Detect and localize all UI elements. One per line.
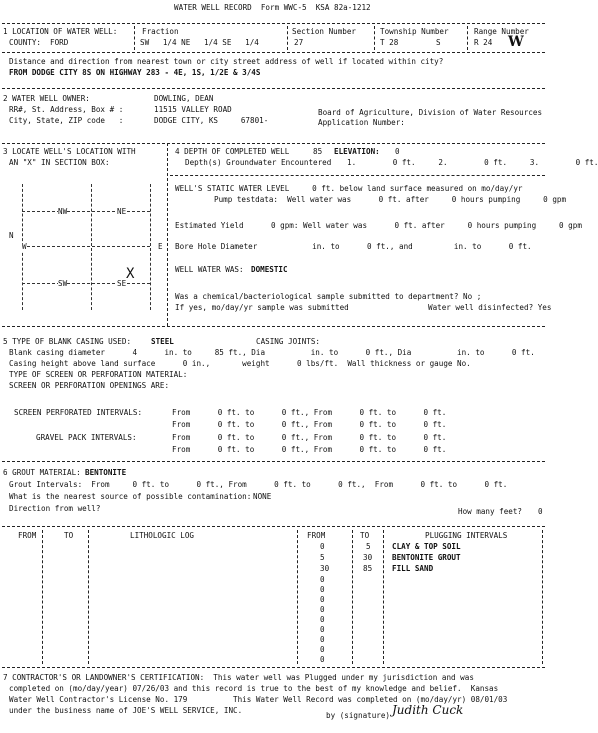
bore-hole-diameter: Bore Hole Diameter in. to 0 ft., and in. to 0 ft.	[175, 242, 532, 251]
screen-material-label: TYPE OF SCREEN OR PERFORATION MATERIAL:	[9, 370, 188, 379]
casing-type-label: 5 TYPE OF BLANK CASING USED:	[3, 337, 132, 346]
fraction-value: SW 1/4 NE 1/4 SE 1/4	[140, 38, 259, 47]
distance-value: FROM DODGE CITY 8S ON HIGHWAY 283 - 4E, 1S, 1/2E & 3/4S	[9, 68, 261, 77]
quadrant-sw-label: SW	[58, 279, 68, 288]
groundwater-label: Depth(s) Groundwater Encountered	[185, 158, 332, 167]
plugging-material: FILL SAND	[392, 564, 434, 573]
plug-from-cell: 0	[320, 635, 325, 644]
gravel-interval-2: From 0 ft. to 0 ft., From 0 ft. to 0 ft.	[172, 445, 447, 454]
west-label: W	[22, 242, 27, 251]
casing-type-value: STEEL	[151, 337, 174, 346]
depth-value: 85	[313, 147, 323, 156]
screen-interval-1: From 0 ft. to 0 ft., From 0 ft. to 0 ft.	[172, 408, 447, 417]
grout-intervals: Grout Intervals: From 0 ft. to 0 ft., From 0 ft. to 0 ft., From 0 ft. to 0 ft.	[9, 480, 508, 489]
plug-to-cell: 30	[363, 553, 373, 562]
direction-from-well: Direction from well?	[9, 504, 101, 513]
county-value: FORD	[50, 38, 69, 47]
sample-submitted-date: If yes, mo/day/yr sample was submitted	[175, 303, 349, 312]
plug-from-cell: 5	[320, 553, 325, 562]
log-header-to: TO	[64, 531, 74, 540]
plugging-material: CLAY & TOP SOIL	[392, 542, 461, 551]
pump-test-data: Pump testdata: Well water was 0 ft. after 0 hours pumping 0 gpm	[214, 195, 567, 204]
owner-name: DOWLING, DEAN	[154, 94, 214, 103]
plug-from-cell: 0	[320, 542, 325, 551]
plug-to-cell: 85	[363, 564, 373, 573]
screen-interval-2: From 0 ft. to 0 ft., From 0 ft. to 0 ft.	[172, 420, 447, 429]
screen-openings-label: SCREEN OR PERFORATION OPENINGS ARE:	[9, 381, 170, 390]
how-many-feet-label: How many feet?	[458, 507, 523, 516]
gravel-pack-label: GRAVEL PACK INTERVALS:	[36, 433, 137, 442]
log-header-plugging: PLUGGING INTERVALS	[425, 531, 508, 540]
plug-from-cell: 30	[320, 564, 330, 573]
plug-from-cell: 0	[320, 575, 325, 584]
certification-line-3: Water Well Contractor's License No. 179 This Water Well Record was completed on (mo/day/yr) 08/01/03	[9, 695, 508, 704]
well-disinfected: Water well disinfected? Yes	[428, 303, 552, 312]
owner-label: 2 WATER WELL OWNER:	[3, 94, 90, 103]
plug-to-cell: 5	[366, 542, 371, 551]
quadrant-nw-label: NW	[58, 207, 68, 216]
range-label: Range Number	[474, 27, 529, 36]
range-direction: W	[508, 34, 524, 50]
township-label: Township Number	[380, 27, 449, 36]
plug-from-cell: 0	[320, 585, 325, 594]
divider	[2, 23, 545, 24]
application-label: Application Number:	[318, 118, 405, 127]
depth-label: 4 DEPTH OF COMPLETED WELL	[175, 147, 290, 156]
city-label: City, State, ZIP code :	[9, 116, 124, 125]
plug-from-cell: 0	[320, 655, 325, 664]
log-header-from: FROM	[18, 531, 37, 540]
certification-line-1: 7 CONTRACTOR'S OR LANDOWNER'S CERTIFICATION: This water well was Plugged under my jurisdiction and was	[3, 673, 474, 682]
grout-material-label: 6 GROUT MATERIAL:	[3, 468, 81, 477]
well-use-label: WELL WATER WAS:	[175, 265, 244, 274]
certification-line-2: completed on (mo/day/year) 07/26/03 and this record is true to the best of my knowledge and belief. Kansas	[9, 684, 499, 693]
gravel-interval-1: From 0 ft. to 0 ft., From 0 ft. to 0 ft.	[172, 433, 447, 442]
elevation-label: ELEVATION:	[334, 147, 380, 156]
certification-line-4: under the business name of JOE'S WELL SERVICE, INC.	[9, 706, 243, 715]
signature-label: by (signature)	[326, 711, 391, 720]
county-label: COUNTY:	[9, 38, 42, 47]
plugging-material: BENTONITE GROUT	[392, 553, 461, 562]
fraction-label: Fraction	[142, 27, 179, 36]
township-value: T 28	[380, 38, 399, 47]
chemical-sample-question: Was a chemical/bacteriological sample submitted to department? No ;	[175, 292, 482, 301]
log-header-lithologic: LITHOLOGIC LOG	[130, 531, 195, 540]
plug-from-cell: 0	[320, 615, 325, 624]
section-value: 27	[294, 38, 304, 47]
location-label: 1 LOCATION OF WATER WELL:	[3, 27, 118, 36]
locate-label-2: AN "X" IN SECTION BOX:	[9, 158, 110, 167]
plug-from-cell: 0	[320, 645, 325, 654]
signature: Judith Cuck	[392, 703, 464, 717]
how-many-feet-value: 0	[538, 507, 543, 516]
log-header-plug-from: FROM	[307, 531, 326, 540]
distance-label: Distance and direction from nearest town or city street address of well if located within city?	[9, 57, 444, 66]
casing-joints-label: CASING JOINTS:	[256, 337, 321, 346]
grout-material-value: BENTONITE	[85, 468, 127, 477]
blank-casing-diameter: Blank casing diameter 4 in. to 85 ft., Dia in. to 0 ft., Dia in. to 0 ft.	[9, 348, 535, 357]
quadrant-ne-label: NE	[117, 207, 127, 216]
log-header-plug-to: TO	[360, 531, 370, 540]
quadrant-se-label: SE	[117, 279, 127, 288]
section-label: Section Number	[292, 27, 357, 36]
plug-from-cell: 0	[320, 605, 325, 614]
well-location-mark: X	[126, 266, 135, 282]
form-title: WATER WELL RECORD Form WWC-5 KSA 82a-1212	[174, 3, 371, 12]
static-water-level: WELL'S STATIC WATER LEVEL 0 ft. below land surface measured on mo/day/yr	[175, 184, 523, 193]
elevation-value: 0	[395, 147, 400, 156]
address-value: 11515 VALLEY ROAD	[154, 105, 232, 114]
well-use-value: DOMESTIC	[251, 265, 288, 274]
address-label: RR#, St. Address, Box # :	[9, 105, 124, 114]
east-label: E	[158, 242, 163, 251]
groundwater-values: 1. 0 ft. 2. 0 ft. 3. 0 ft.	[347, 158, 598, 167]
contamination-source-label: What is the nearest source of possible contamination:	[9, 492, 252, 501]
casing-height: Casing height above land surface 0 in., weight 0 lbs/ft. Wall thickness or gauge No.	[9, 359, 471, 368]
township-direction: S	[436, 38, 441, 47]
city-value: DODGE CITY, KS 67801-	[154, 116, 269, 125]
screen-intervals-label: SCREEN PERFORATED INTERVALS:	[14, 408, 143, 417]
plug-from-cell: 0	[320, 595, 325, 604]
north-label: N	[9, 231, 14, 240]
locate-label: 3 LOCATE WELL'S LOCATION WITH	[3, 147, 136, 156]
contamination-source-value: NONE	[253, 492, 272, 501]
plug-from-cell: 0	[320, 625, 325, 634]
board-name: Board of Agriculture, Division of Water Resources	[318, 108, 543, 117]
range-value: R 24	[474, 38, 493, 47]
estimated-yield: Estimated Yield 0 gpm: Well water was 0 ft. after 0 hours pumping 0 gpm	[175, 221, 582, 230]
